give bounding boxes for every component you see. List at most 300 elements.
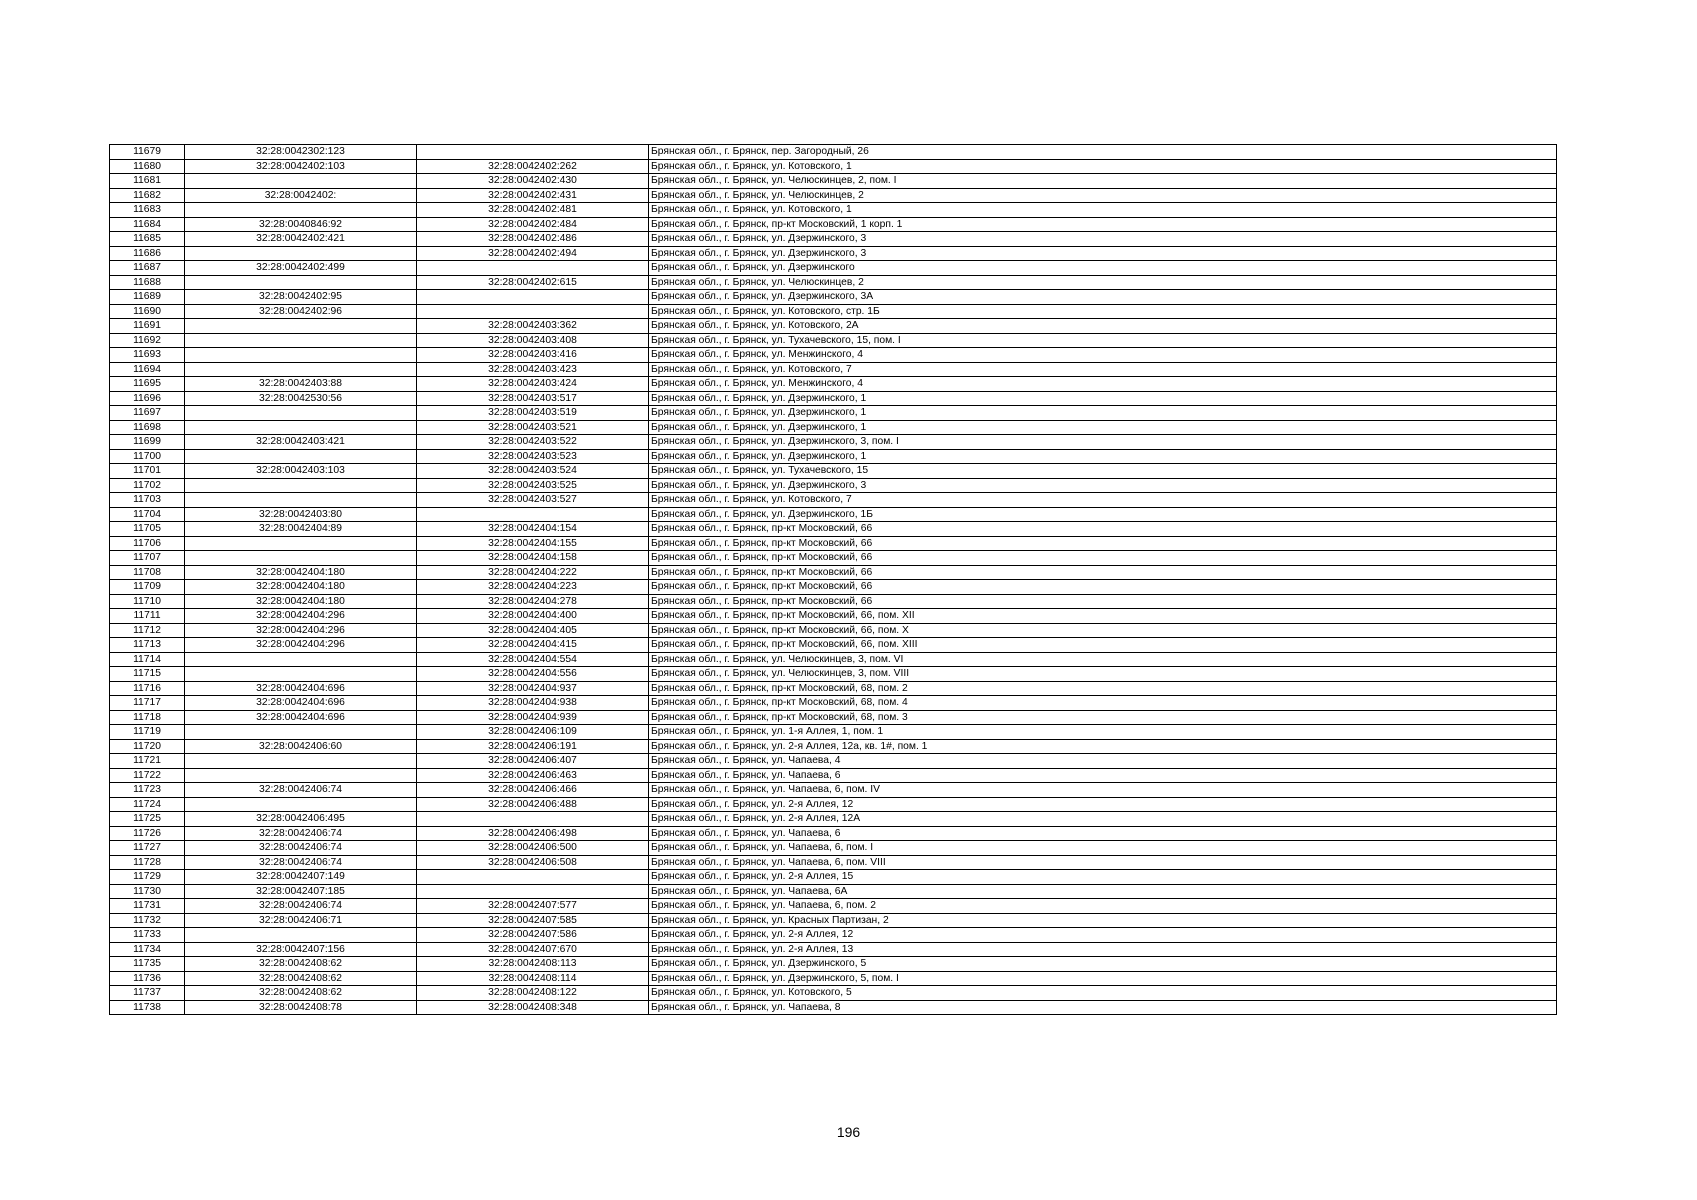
- premises-cadastral-number-cell: 32:28:0042404:937: [417, 681, 649, 696]
- row-number-cell: 11693: [110, 348, 185, 363]
- address-cell: Брянская обл., г. Брянск, ул. Дзержинского, 3: [649, 478, 1557, 493]
- premises-cadastral-number-cell: 32:28:0042402:486: [417, 232, 649, 247]
- address-cell: Брянская обл., г. Брянск, ул. Котовского, 7: [649, 493, 1557, 508]
- premises-cadastral-number-cell: 32:28:0042403:524: [417, 464, 649, 479]
- row-number-cell: 11703: [110, 493, 185, 508]
- address-cell: Брянская обл., г. Брянск, ул. Чапаева, 6А: [649, 884, 1557, 899]
- table-row: [110, 884, 1557, 899]
- table-row: [110, 435, 1557, 450]
- table-row: [110, 261, 1557, 276]
- premises-cadastral-number-cell: 32:28:0042406:500: [417, 841, 649, 856]
- address-cell: Брянская обл., г. Брянск, ул. Чапаева, 6, пом. IV: [649, 783, 1557, 798]
- cadastral-number-cell: 32:28:0042407:149: [185, 870, 417, 885]
- row-number-cell: 11694: [110, 362, 185, 377]
- premises-cadastral-number-cell: [417, 261, 649, 276]
- row-number-cell: 11717: [110, 696, 185, 711]
- table-row: [110, 797, 1557, 812]
- row-number-cell: 11715: [110, 667, 185, 682]
- address-cell: Брянская обл., г. Брянск, ул. 1-я Аллея, 1, пом. 1: [649, 725, 1557, 740]
- address-cell: Брянская обл., г. Брянск, ул. Дзержинского, 1: [649, 420, 1557, 435]
- address-cell: Брянская обл., г. Брянск, ул. Тухачевского, 15: [649, 464, 1557, 479]
- cadastral-number-cell: [185, 362, 417, 377]
- address-cell: Брянская обл., г. Брянск, ул. Дзержинского, 5, пом. I: [649, 971, 1557, 986]
- address-cell: Брянская обл., г. Брянск, ул. Котовского, 1: [649, 203, 1557, 218]
- table-row: [110, 275, 1557, 290]
- premises-cadastral-number-cell: 32:28:0042406:488: [417, 797, 649, 812]
- premises-cadastral-number-cell: 32:28:0042406:191: [417, 739, 649, 754]
- cadastral-number-cell: 32:28:0042403:421: [185, 435, 417, 450]
- address-cell: Брянская обл., г. Брянск, ул. Дзержинского, 3А: [649, 290, 1557, 305]
- premises-cadastral-number-cell: 32:28:0042408:114: [417, 971, 649, 986]
- premises-cadastral-number-cell: 32:28:0042403:523: [417, 449, 649, 464]
- premises-cadastral-number-cell: 32:28:0042402:481: [417, 203, 649, 218]
- address-cell: Брянская обл., г. Брянск, ул. 2-я Аллея, 12: [649, 928, 1557, 943]
- address-cell: Брянская обл., г. Брянск, ул. Дзержинского: [649, 261, 1557, 276]
- table-row: [110, 1000, 1557, 1015]
- table-row: [110, 188, 1557, 203]
- address-cell: Брянская обл., г. Брянск, ул. Чапаева, 4: [649, 754, 1557, 769]
- row-number-cell: 11699: [110, 435, 185, 450]
- premises-cadastral-number-cell: 32:28:0042406:463: [417, 768, 649, 783]
- row-number-cell: 11681: [110, 174, 185, 189]
- cadastral-number-cell: [185, 667, 417, 682]
- cadastral-number-cell: 32:28:0042402:96: [185, 304, 417, 319]
- registry-table-body: [110, 145, 1557, 1015]
- cadastral-number-cell: 32:28:0042407:156: [185, 942, 417, 957]
- row-number-cell: 11724: [110, 797, 185, 812]
- premises-cadastral-number-cell: 32:28:0042403:423: [417, 362, 649, 377]
- premises-cadastral-number-cell: [417, 145, 649, 160]
- table-row: [110, 913, 1557, 928]
- address-cell: Брянская обл., г. Брянск, пр-кт Московский, 68, пом. 4: [649, 696, 1557, 711]
- premises-cadastral-number-cell: [417, 884, 649, 899]
- address-cell: Брянская обл., г. Брянск, ул. Челюскинцев, 3, пом. VI: [649, 652, 1557, 667]
- row-number-cell: 11712: [110, 623, 185, 638]
- table-row: [110, 986, 1557, 1001]
- row-number-cell: 11698: [110, 420, 185, 435]
- cadastral-number-cell: [185, 406, 417, 421]
- row-number-cell: 11716: [110, 681, 185, 696]
- cadastral-number-cell: 32:28:0042408:78: [185, 1000, 417, 1015]
- row-number-cell: 11689: [110, 290, 185, 305]
- address-cell: Брянская обл., г. Брянск, ул. Котовского, 2А: [649, 319, 1557, 334]
- table-row: [110, 174, 1557, 189]
- table-row: [110, 304, 1557, 319]
- row-number-cell: 11688: [110, 275, 185, 290]
- table-row: [110, 826, 1557, 841]
- row-number-cell: 11686: [110, 246, 185, 261]
- premises-cadastral-number-cell: 32:28:0042402:494: [417, 246, 649, 261]
- address-cell: Брянская обл., г. Брянск, ул. Котовского, 1: [649, 159, 1557, 174]
- address-cell: Брянская обл., г. Брянск, ул. Менжинского, 4: [649, 348, 1557, 363]
- address-cell: Брянская обл., г. Брянск, ул. Дзержинского, 3: [649, 232, 1557, 247]
- premises-cadastral-number-cell: 32:28:0042403:527: [417, 493, 649, 508]
- address-cell: Брянская обл., г. Брянск, пр-кт Московский, 66: [649, 536, 1557, 551]
- address-cell: Брянская обл., г. Брянск, ул. Котовского, стр. 1Б: [649, 304, 1557, 319]
- table-row: [110, 464, 1557, 479]
- address-cell: Брянская обл., г. Брянск, ул. Дзержинского, 1: [649, 449, 1557, 464]
- premises-cadastral-number-cell: 32:28:0042402:262: [417, 159, 649, 174]
- table-row: [110, 348, 1557, 363]
- table-row: [110, 420, 1557, 435]
- premises-cadastral-number-cell: 32:28:0042404:405: [417, 623, 649, 638]
- row-number-cell: 11714: [110, 652, 185, 667]
- premises-cadastral-number-cell: 32:28:0042403:408: [417, 333, 649, 348]
- address-cell: Брянская обл., г. Брянск, ул. Чапаева, 8: [649, 1000, 1557, 1015]
- row-number-cell: 11700: [110, 449, 185, 464]
- cadastral-number-cell: 32:28:0042530:56: [185, 391, 417, 406]
- table-row: [110, 739, 1557, 754]
- premises-cadastral-number-cell: [417, 304, 649, 319]
- cadastral-number-cell: 32:28:0042406:71: [185, 913, 417, 928]
- row-number-cell: 11692: [110, 333, 185, 348]
- cadastral-number-cell: [185, 493, 417, 508]
- cadastral-number-cell: 32:28:0042404:696: [185, 710, 417, 725]
- address-cell: Брянская обл., г. Брянск, ул. 2-я Аллея, 12: [649, 797, 1557, 812]
- cadastral-number-cell: 32:28:0042404:696: [185, 681, 417, 696]
- address-cell: Брянская обл., г. Брянск, ул. 2-я Аллея, 15: [649, 870, 1557, 885]
- table-row: [110, 942, 1557, 957]
- cadastral-number-cell: 32:28:0042402:: [185, 188, 417, 203]
- premises-cadastral-number-cell: 32:28:0042404:938: [417, 696, 649, 711]
- row-number-cell: 11684: [110, 217, 185, 232]
- cadastral-number-cell: [185, 725, 417, 740]
- table-row: [110, 203, 1557, 218]
- row-number-cell: 11682: [110, 188, 185, 203]
- premises-cadastral-number-cell: 32:28:0042402:431: [417, 188, 649, 203]
- cadastral-number-cell: [185, 420, 417, 435]
- premises-cadastral-number-cell: 32:28:0042404:222: [417, 565, 649, 580]
- table-row: [110, 493, 1557, 508]
- premises-cadastral-number-cell: 32:28:0042404:154: [417, 522, 649, 537]
- premises-cadastral-number-cell: 32:28:0042404:278: [417, 594, 649, 609]
- cadastral-number-cell: 32:28:0042404:296: [185, 638, 417, 653]
- cadastral-number-cell: [185, 478, 417, 493]
- cadastral-number-cell: 32:28:0042403:88: [185, 377, 417, 392]
- row-number-cell: 11708: [110, 565, 185, 580]
- premises-cadastral-number-cell: 32:28:0042407:585: [417, 913, 649, 928]
- row-number-cell: 11713: [110, 638, 185, 653]
- cadastral-number-cell: [185, 174, 417, 189]
- row-number-cell: 11732: [110, 913, 185, 928]
- row-number-cell: 11685: [110, 232, 185, 247]
- premises-cadastral-number-cell: 32:28:0042406:466: [417, 783, 649, 798]
- premises-cadastral-number-cell: 32:28:0042403:522: [417, 435, 649, 450]
- premises-cadastral-number-cell: 32:28:0042404:400: [417, 609, 649, 624]
- premises-cadastral-number-cell: 32:28:0042403:362: [417, 319, 649, 334]
- cadastral-number-cell: [185, 333, 417, 348]
- premises-cadastral-number-cell: 32:28:0042407:586: [417, 928, 649, 943]
- table-row: [110, 522, 1557, 537]
- row-number-cell: 11721: [110, 754, 185, 769]
- cadastral-number-cell: 32:28:0042403:80: [185, 507, 417, 522]
- table-row: [110, 391, 1557, 406]
- table-row: [110, 681, 1557, 696]
- cadastral-number-cell: [185, 449, 417, 464]
- table-row: [110, 478, 1557, 493]
- cadastral-number-cell: 32:28:0042407:185: [185, 884, 417, 899]
- row-number-cell: 11734: [110, 942, 185, 957]
- address-cell: Брянская обл., г. Брянск, ул. Дзержинского, 1: [649, 391, 1557, 406]
- table-row: [110, 609, 1557, 624]
- premises-cadastral-number-cell: 32:28:0042404:158: [417, 551, 649, 566]
- row-number-cell: 11705: [110, 522, 185, 537]
- address-cell: Брянская обл., г. Брянск, ул. Челюскинцев, 3, пом. VIII: [649, 667, 1557, 682]
- cadastral-number-cell: 32:28:0042408:62: [185, 957, 417, 972]
- table-row: [110, 710, 1557, 725]
- address-cell: Брянская обл., г. Брянск, ул. Чапаева, 6, пом. I: [649, 841, 1557, 856]
- address-cell: Брянская обл., г. Брянск, ул. 2-я Аллея, 12А: [649, 812, 1557, 827]
- address-cell: Брянская обл., г. Брянск, пр-кт Московский, 66: [649, 565, 1557, 580]
- address-cell: Брянская обл., г. Брянск, ул. Красных Партизан, 2: [649, 913, 1557, 928]
- address-cell: Брянская обл., г. Брянск, ул. Челюскинцев, 2: [649, 275, 1557, 290]
- table-row: [110, 217, 1557, 232]
- row-number-cell: 11696: [110, 391, 185, 406]
- cadastral-number-cell: [185, 768, 417, 783]
- table-row: [110, 783, 1557, 798]
- address-cell: Брянская обл., г. Брянск, ул. Дзержинского, 3: [649, 246, 1557, 261]
- cadastral-number-cell: 32:28:0042402:103: [185, 159, 417, 174]
- address-cell: Брянская обл., г. Брянск, ул. Чапаева, 6, пом. VIII: [649, 855, 1557, 870]
- premises-cadastral-number-cell: 32:28:0042406:109: [417, 725, 649, 740]
- table-row: [110, 246, 1557, 261]
- row-number-cell: 11731: [110, 899, 185, 914]
- row-number-cell: 11729: [110, 870, 185, 885]
- cadastral-number-cell: 32:28:0042408:62: [185, 986, 417, 1001]
- premises-cadastral-number-cell: 32:28:0042403:525: [417, 478, 649, 493]
- address-cell: Брянская обл., г. Брянск, пер. Загородный, 26: [649, 145, 1557, 160]
- address-cell: Брянская обл., г. Брянск, ул. Дзержинского, 1Б: [649, 507, 1557, 522]
- row-number-cell: 11710: [110, 594, 185, 609]
- cadastral-number-cell: 32:28:0042402:499: [185, 261, 417, 276]
- premises-cadastral-number-cell: 32:28:0042403:424: [417, 377, 649, 392]
- table-row: [110, 855, 1557, 870]
- address-cell: Брянская обл., г. Брянск, ул. Челюскинцев, 2: [649, 188, 1557, 203]
- cadastral-number-cell: 32:28:0042404:180: [185, 594, 417, 609]
- row-number-cell: 11687: [110, 261, 185, 276]
- premises-cadastral-number-cell: 32:28:0042404:554: [417, 652, 649, 667]
- table-row: [110, 870, 1557, 885]
- table-row: [110, 928, 1557, 943]
- row-number-cell: 11702: [110, 478, 185, 493]
- cadastral-number-cell: [185, 797, 417, 812]
- premises-cadastral-number-cell: 32:28:0042402:484: [417, 217, 649, 232]
- row-number-cell: 11733: [110, 928, 185, 943]
- premises-cadastral-number-cell: 32:28:0042404:223: [417, 580, 649, 595]
- cadastral-number-cell: [185, 275, 417, 290]
- table-row: [110, 957, 1557, 972]
- premises-cadastral-number-cell: 32:28:0042402:430: [417, 174, 649, 189]
- row-number-cell: 11720: [110, 739, 185, 754]
- cadastral-number-cell: [185, 319, 417, 334]
- cadastral-number-cell: 32:28:0042302:123: [185, 145, 417, 160]
- cadastral-number-cell: [185, 652, 417, 667]
- registry-sheet: [109, 144, 1556, 1015]
- cadastral-number-cell: [185, 754, 417, 769]
- cadastral-number-cell: 32:28:0042404:180: [185, 580, 417, 595]
- premises-cadastral-number-cell: [417, 870, 649, 885]
- cadastral-number-cell: 32:28:0042408:62: [185, 971, 417, 986]
- row-number-cell: 11736: [110, 971, 185, 986]
- address-cell: Брянская обл., г. Брянск, пр-кт Московский, 1 корп. 1: [649, 217, 1557, 232]
- cadastral-number-cell: 32:28:0042406:74: [185, 899, 417, 914]
- address-cell: Брянская обл., г. Брянск, ул. Чапаева, 6: [649, 826, 1557, 841]
- row-number-cell: 11718: [110, 710, 185, 725]
- premises-cadastral-number-cell: [417, 507, 649, 522]
- address-cell: Брянская обл., г. Брянск, пр-кт Московский, 68, пом. 3: [649, 710, 1557, 725]
- table-row: [110, 812, 1557, 827]
- address-cell: Брянская обл., г. Брянск, ул. 2-я Аллея, 13: [649, 942, 1557, 957]
- address-cell: Брянская обл., г. Брянск, ул. Дзержинского, 1: [649, 406, 1557, 421]
- row-number-cell: 11727: [110, 841, 185, 856]
- premises-cadastral-number-cell: 32:28:0042406:498: [417, 826, 649, 841]
- premises-cadastral-number-cell: 32:28:0042403:416: [417, 348, 649, 363]
- table-row: [110, 768, 1557, 783]
- row-number-cell: 11711: [110, 609, 185, 624]
- cadastral-number-cell: 32:28:0042406:495: [185, 812, 417, 827]
- address-cell: Брянская обл., г. Брянск, пр-кт Московский, 66: [649, 580, 1557, 595]
- page-number: 196: [836, 1124, 861, 1140]
- cadastral-number-cell: [185, 203, 417, 218]
- address-cell: Брянская обл., г. Брянск, пр-кт Московский, 66, пом. XII: [649, 609, 1557, 624]
- row-number-cell: 11728: [110, 855, 185, 870]
- row-number-cell: 11690: [110, 304, 185, 319]
- table-row: [110, 159, 1557, 174]
- premises-cadastral-number-cell: 32:28:0042408:122: [417, 986, 649, 1001]
- premises-cadastral-number-cell: 32:28:0042407:577: [417, 899, 649, 914]
- address-cell: Брянская обл., г. Брянск, ул. Менжинского, 4: [649, 377, 1557, 392]
- row-number-cell: 11725: [110, 812, 185, 827]
- table-row: [110, 565, 1557, 580]
- table-row: [110, 638, 1557, 653]
- row-number-cell: 11719: [110, 725, 185, 740]
- cadastral-number-cell: [185, 551, 417, 566]
- premises-cadastral-number-cell: 32:28:0042403:517: [417, 391, 649, 406]
- cadastral-number-cell: 32:28:0042404:180: [185, 565, 417, 580]
- table-row: [110, 377, 1557, 392]
- cadastral-number-cell: 32:28:0042406:74: [185, 826, 417, 841]
- table-row: [110, 841, 1557, 856]
- row-number-cell: 11707: [110, 551, 185, 566]
- table-row: [110, 290, 1557, 305]
- address-cell: Брянская обл., г. Брянск, пр-кт Московский, 66, пом. X: [649, 623, 1557, 638]
- row-number-cell: 11683: [110, 203, 185, 218]
- table-row: [110, 623, 1557, 638]
- address-cell: Брянская обл., г. Брянск, ул. 2-я Аллея, 12а, кв. 1#, пом. 1: [649, 739, 1557, 754]
- row-number-cell: 11723: [110, 783, 185, 798]
- premises-cadastral-number-cell: 32:28:0042408:348: [417, 1000, 649, 1015]
- cadastral-number-cell: [185, 348, 417, 363]
- table-row: [110, 725, 1557, 740]
- address-cell: Брянская обл., г. Брянск, пр-кт Московский, 66: [649, 594, 1557, 609]
- premises-cadastral-number-cell: [417, 290, 649, 305]
- table-row: [110, 696, 1557, 711]
- premises-cadastral-number-cell: 32:28:0042408:113: [417, 957, 649, 972]
- address-cell: Брянская обл., г. Брянск, ул. Дзержинского, 5: [649, 957, 1557, 972]
- row-number-cell: 11738: [110, 1000, 185, 1015]
- table-row: [110, 145, 1557, 160]
- cadastral-number-cell: 32:28:0042404:89: [185, 522, 417, 537]
- cadastral-number-cell: 32:28:0042403:103: [185, 464, 417, 479]
- table-row: [110, 536, 1557, 551]
- premises-cadastral-number-cell: 32:28:0042406:407: [417, 754, 649, 769]
- row-number-cell: 11737: [110, 986, 185, 1001]
- cadastral-number-cell: 32:28:0042404:296: [185, 609, 417, 624]
- table-row: [110, 551, 1557, 566]
- row-number-cell: 11726: [110, 826, 185, 841]
- address-cell: Брянская обл., г. Брянск, пр-кт Московский, 66: [649, 551, 1557, 566]
- row-number-cell: 11709: [110, 580, 185, 595]
- table-row: [110, 594, 1557, 609]
- table-row: [110, 507, 1557, 522]
- cadastral-number-cell: 32:28:0042402:95: [185, 290, 417, 305]
- cadastral-number-cell: 32:28:0042406:60: [185, 739, 417, 754]
- table-row: [110, 754, 1557, 769]
- table-row: [110, 232, 1557, 247]
- table-row: [110, 406, 1557, 421]
- table-row: [110, 580, 1557, 595]
- address-cell: Брянская обл., г. Брянск, ул. Котовского, 7: [649, 362, 1557, 377]
- table-row: [110, 971, 1557, 986]
- cadastral-number-cell: [185, 246, 417, 261]
- cadastral-number-cell: 32:28:0042406:74: [185, 783, 417, 798]
- address-cell: Брянская обл., г. Брянск, ул. Котовского, 5: [649, 986, 1557, 1001]
- cadastral-number-cell: 32:28:0042404:296: [185, 623, 417, 638]
- row-number-cell: 11679: [110, 145, 185, 160]
- premises-cadastral-number-cell: 32:28:0042404:556: [417, 667, 649, 682]
- cadastral-number-cell: [185, 928, 417, 943]
- row-number-cell: 11701: [110, 464, 185, 479]
- address-cell: Брянская обл., г. Брянск, ул. Челюскинцев, 2, пом. I: [649, 174, 1557, 189]
- address-cell: Брянская обл., г. Брянск, ул. Дзержинского, 3, пом. I: [649, 435, 1557, 450]
- row-number-cell: 11697: [110, 406, 185, 421]
- address-cell: Брянская обл., г. Брянск, ул. Тухачевского, 15, пом. I: [649, 333, 1557, 348]
- cadastral-number-cell: 32:28:0040846:92: [185, 217, 417, 232]
- row-number-cell: 11706: [110, 536, 185, 551]
- premises-cadastral-number-cell: 32:28:0042406:508: [417, 855, 649, 870]
- cadastral-number-cell: 32:28:0042406:74: [185, 855, 417, 870]
- table-row: [110, 362, 1557, 377]
- table-row: [110, 899, 1557, 914]
- cadastral-number-cell: 32:28:0042406:74: [185, 841, 417, 856]
- premises-cadastral-number-cell: 32:28:0042404:155: [417, 536, 649, 551]
- premises-cadastral-number-cell: 32:28:0042403:521: [417, 420, 649, 435]
- address-cell: Брянская обл., г. Брянск, ул. Чапаева, 6, пом. 2: [649, 899, 1557, 914]
- row-number-cell: 11735: [110, 957, 185, 972]
- address-cell: Брянская обл., г. Брянск, пр-кт Московский, 68, пом. 2: [649, 681, 1557, 696]
- table-row: [110, 652, 1557, 667]
- premises-cadastral-number-cell: 32:28:0042404:415: [417, 638, 649, 653]
- cadastral-number-cell: [185, 536, 417, 551]
- table-row: [110, 449, 1557, 464]
- row-number-cell: 11730: [110, 884, 185, 899]
- premises-cadastral-number-cell: 32:28:0042404:939: [417, 710, 649, 725]
- table-row: [110, 319, 1557, 334]
- address-cell: Брянская обл., г. Брянск, ул. Чапаева, 6: [649, 768, 1557, 783]
- table-row: [110, 667, 1557, 682]
- cadastral-number-cell: 32:28:0042402:421: [185, 232, 417, 247]
- premises-cadastral-number-cell: 32:28:0042402:615: [417, 275, 649, 290]
- table-row: [110, 333, 1557, 348]
- address-cell: Брянская обл., г. Брянск, пр-кт Московский, 66: [649, 522, 1557, 537]
- row-number-cell: 11722: [110, 768, 185, 783]
- premises-cadastral-number-cell: [417, 812, 649, 827]
- premises-cadastral-number-cell: 32:28:0042407:670: [417, 942, 649, 957]
- row-number-cell: 11680: [110, 159, 185, 174]
- row-number-cell: 11704: [110, 507, 185, 522]
- cadastral-number-cell: 32:28:0042404:696: [185, 696, 417, 711]
- address-cell: Брянская обл., г. Брянск, пр-кт Московский, 66, пом. XIII: [649, 638, 1557, 653]
